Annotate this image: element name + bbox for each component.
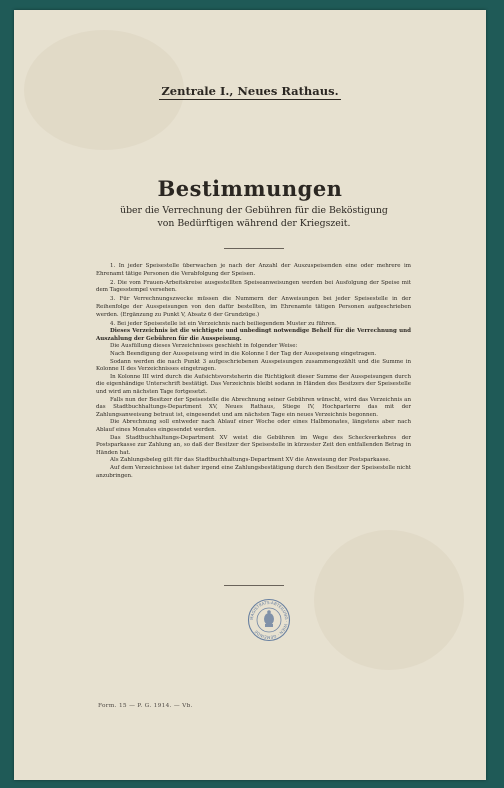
body-paragraph: 2. Die vom Frauen-Arbeitskreise ausgestellten Speiseanweisungen werden bei Ausfolgung der Speise mit dem Tagesstempel versehen. <box>96 279 411 294</box>
document-title: Bestimmungen <box>157 176 343 201</box>
form-number: Form. 15 — P. G. 1914. — Vb. <box>98 703 193 709</box>
document-page <box>14 10 486 780</box>
seal-ring-text: MAGISTRATS-ABTEILUNG · WIEN · GEMEINDE <box>248 599 290 641</box>
divider-rule <box>224 248 284 249</box>
document-body <box>96 263 411 480</box>
body-paragraph: Das Stadtbuchhaltungs-Department XV weist die Gebühren im Wege des Scheckverkehres der Postsparkasse zur Zahlung an, so daß der Besitzer der Speisestelle in kürzester Zeit den entfallenden Betrag in Händen hat. <box>96 434 411 456</box>
office-header-text: Zentrale I., Neues Rathaus. <box>161 84 339 98</box>
body-paragraph: Die Abrechnung soll entweder nach Ablauf einer Woche oder eines Halbmonates, längstens aber nach Ablauf eines Monates eingesendet werden. <box>96 419 411 433</box>
body-paragraph: Die Ausfüllung dieses Verzeichnisses geschieht in folgender Weise: <box>110 343 298 350</box>
office-header <box>14 84 486 100</box>
body-paragraph: In Kolonne III wird durch die Aufsichtsvorsteherin die Richtigkeit dieser Summe der Ausspeisungen durch die eigenhändige Unterschrift bestätigt. Das Verzeichnis bleibt sodann in Händen des Besitzers der Speisestelle und wird am nächsten Tage fortgesetzt. <box>96 373 411 395</box>
paper-stain <box>314 530 464 670</box>
body-paragraph: Auf dem Verzeichnisse ist daher irgend eine Zahlungsbestätigung durch den Besitzer der Speisestelle nicht anzubringen. <box>96 464 411 479</box>
divider-rule <box>224 585 284 586</box>
body-paragraph: Dieses Verzeichnis ist die wichtigste und unbedingt notwendige Behelf für die Verrechnung und Auszahlung der Gebühren für die Ausspeisung. <box>96 328 411 342</box>
body-paragraph: Nach Beendigung der Ausspeisung wird in die Kolonne I der Tag der Ausspeisung eingetragen. <box>110 351 377 358</box>
body-paragraph: 3. Für Verrechnungszwecke müssen die Nummern der Anweisungen bei jeder Speisestelle in der Reihenfolge der Ausspeisungen von den dafür bestellten, im Ehrenamte tätigen Personen aufgeschrieben werden. (Ergänzung zu Punkt V, Absatz 6 der Grundzüge.) <box>96 296 411 318</box>
body-paragraph: Sodann werden die nach Punkt 3 aufgeschriebenen Ausspeisungen zusammengezählt und die Summe in Kolonne II des Verzeichnisses eingetragen. <box>96 358 411 373</box>
official-seal-stamp <box>247 598 291 642</box>
body-paragraph: 1. In jeder Speisestelle überwachen je nach der Anzahl der Auszuspeisenden eine oder mehrere im Ehrenamt tätige Personen die Verabfolgung der Speisen. <box>96 263 411 277</box>
document-subtitle: über die Verrechnung der Gebühren für die Beköstigung von Bedürftigen während der Kriegszeit. <box>120 205 388 229</box>
body-paragraph: Falls nun der Besitzer der Speisestelle die Abrechnung seiner Gebühren wünscht, wird das Verzeichnis an das Stadtbuchhaltungs-Department XV, Neues Rathaus, Stiege IV, Hochparterre das mit der Zahlungsanweisung betraut ist, eingesendet und am nächsten Tage ein neues Verzeichnis begonnen. <box>96 396 411 418</box>
body-paragraph: 4. Bei jeder Speisestelle ist ein Verzeichnis nach beiliegendem Muster zu führen. <box>110 320 337 327</box>
body-paragraph: Als Zahlungsbeleg gilt für das Stadtbuchhaltungs-Department XV die Anweisung der Postsparkasse. <box>110 457 391 464</box>
